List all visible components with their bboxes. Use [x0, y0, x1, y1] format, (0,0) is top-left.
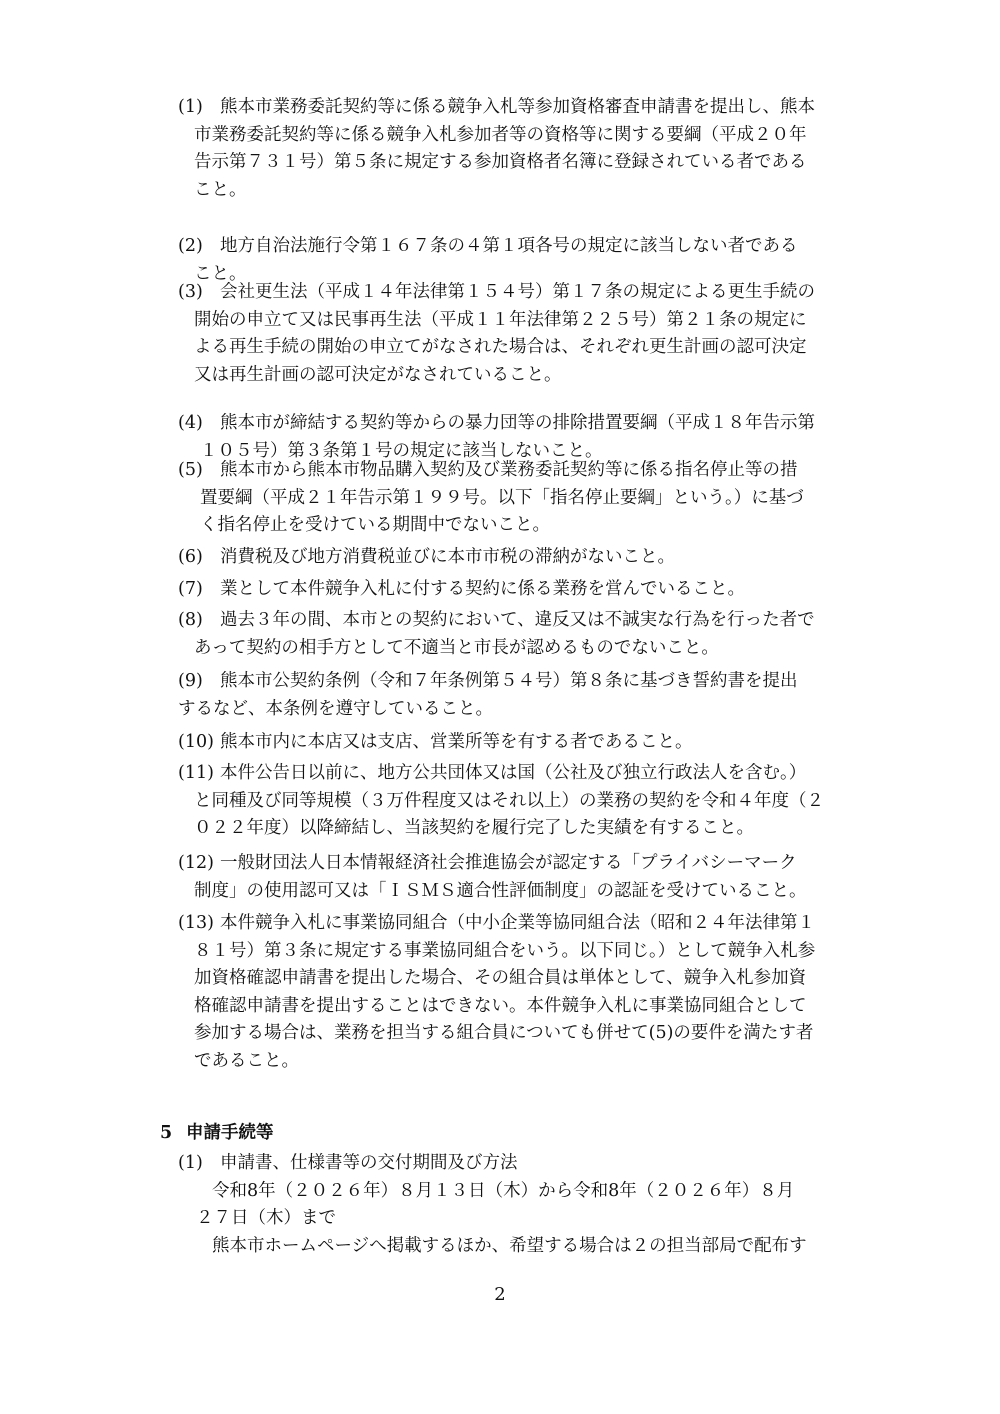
- list-item-number: (5): [178, 460, 203, 480]
- list-item-text: こと。: [194, 179, 247, 200]
- list-item-line: [178, 485, 833, 513]
- list-item-number: (6): [178, 547, 203, 567]
- list-item-text: １０５号）第３条第１号の規定に該当しないこと。: [200, 440, 603, 461]
- list-item-line: [178, 815, 833, 843]
- list-item-number: (4): [178, 413, 203, 433]
- list-item-line: [178, 910, 833, 938]
- list-item-text: 熊本市が締結する契約等からの暴力団等の排除措置要綱（平成１８年告示第: [220, 413, 815, 433]
- list-item-text: 業として本件競争入札に付する契約に係る業務を営んでいること。: [220, 579, 745, 599]
- list-item-line: [178, 512, 833, 540]
- list-item: [178, 576, 833, 604]
- subsection-number: (1): [178, 1153, 203, 1173]
- list-item: [178, 850, 833, 905]
- list-item-text: 格確認申請書を提出することはできない。本件競争入札に事業協同組合として: [194, 995, 807, 1016]
- list-item: [178, 457, 833, 540]
- list-item: [178, 668, 833, 723]
- list-item: [178, 607, 833, 662]
- list-item-text: 消費税及び地方消費税並びに本市市税の滞納がないこと。: [220, 547, 675, 567]
- list-item-text: 置要綱（平成２１年告示第１９９号。以下「指名停止要綱」という。）に基づ: [200, 487, 804, 508]
- list-item: [178, 729, 833, 757]
- list-item: [178, 544, 833, 572]
- list-item-text: 熊本市内に本店又は支店、営業所等を有する者であること。: [220, 732, 693, 752]
- list-item-text: ８１号）第３条に規定する事業協同組合をいう。以下同じ。）として競争入札参: [194, 940, 816, 961]
- list-item-line: [178, 334, 833, 362]
- list-item-text: 市業務委託契約等に係る競争入札参加者等の資格等に関する要綱（平成２０年: [194, 124, 807, 145]
- list-item-text: であること。: [194, 1050, 299, 1071]
- list-item-line: [178, 279, 833, 307]
- list-item: [178, 279, 833, 389]
- list-item-text: ０２２年度）以降締結し、当該契約を履行完了した実績を有すること。: [194, 818, 754, 839]
- list-item-number: (11): [178, 763, 214, 783]
- list-item-text: と同種及び同等規模（３万件程度又はそれ以上）の業務の契約を令和４年度（２: [194, 790, 824, 811]
- method-line: 熊本市ホームページへ掲載するほか、希望する場合は２の担当部局で配布す: [212, 1235, 807, 1256]
- list-item-line: [178, 696, 833, 724]
- list-item-text: 熊本市公契約条例（令和７年条例第５４号）第８条に基づき誓約書を提出: [220, 671, 798, 691]
- list-item-number: (13): [178, 913, 214, 933]
- list-item: [178, 760, 833, 843]
- section-title: 申請手続等: [186, 1123, 274, 1143]
- list-item-number: (8): [178, 610, 203, 630]
- page-number: 2: [494, 1284, 506, 1305]
- list-item-text: 又は再生計画の認可決定がなされていること。: [194, 364, 562, 385]
- list-item-number: (1): [178, 97, 203, 117]
- list-item-text: 一般財団法人日本情報経済社会推進協会が認定する「プライバシーマーク: [220, 853, 797, 873]
- list-item-text: 加資格確認申請書を提出した場合、その組合員は単体として、競争入札参加資: [194, 968, 807, 989]
- list-item-line: [178, 457, 833, 485]
- list-item-line: [178, 760, 833, 788]
- subsection-1: [178, 1150, 833, 1260]
- list-item-line: [178, 993, 833, 1021]
- list-item-number: (12): [178, 853, 214, 873]
- list-item-text: 地方自治法施行令第１６７条の４第１項各号の規定に該当しない者である: [220, 236, 798, 256]
- section-number: 5: [160, 1123, 173, 1143]
- list-item-line: [178, 362, 833, 390]
- list-item: [178, 910, 833, 1076]
- list-item-line: [178, 729, 833, 757]
- list-item-line: [178, 788, 833, 816]
- list-item-line: [178, 233, 833, 261]
- list-item-text: あって契約の相手方として不適当と市長が認めるものでないこと。: [194, 637, 719, 658]
- list-item-text: 開始の申立て又は民事再生法（平成１１年法律第２２５号）第２１条の規定に: [194, 309, 807, 330]
- list-item-text: よる再生手続の開始の申立てがなされた場合は、それぞれ更生計画の認可決定: [194, 337, 807, 358]
- list-item-line: [178, 410, 833, 438]
- list-item-text: 参加する場合は、業務を担当する組合員についても併せて(5)の要件を満たす者: [194, 1023, 814, 1044]
- list-item-line: [178, 576, 833, 604]
- list-item-line: [178, 635, 833, 663]
- list-item-text: 本件公告日以前に、地方公共団体又は国（公社及び独立行政法人を含む。）: [220, 763, 807, 783]
- list-item-line: [178, 878, 833, 906]
- list-item-line: [178, 1020, 833, 1048]
- list-item-text: 熊本市業務委託契約等に係る競争入札等参加資格審査申請書を提出し、熊本: [220, 97, 815, 117]
- list-item-line: [178, 307, 833, 335]
- list-item-line: [178, 1048, 833, 1076]
- list-item-number: (10): [178, 732, 214, 752]
- list-item-line: [178, 850, 833, 878]
- list-item-text: 制度」の使用認可又は「ＩＳＭＳ適合性評価制度」の認証を受けていること。: [194, 880, 807, 901]
- section-heading: [160, 1120, 274, 1148]
- list-item-text: く指名停止を受けている期間中でないこと。: [200, 515, 550, 536]
- list-item-line: [178, 544, 833, 572]
- list-item-text: 告示第７３１号）第５条に規定する参加資格者名簿に登録されている者である: [194, 152, 807, 173]
- period-line: 令和8年（２０２６年）８月１３日（木）から令和8年（２０２６年）８月: [212, 1180, 795, 1201]
- list-item-line: [178, 965, 833, 993]
- list-item-line: [178, 668, 833, 696]
- period-line: ２７日（木）まで: [196, 1208, 336, 1229]
- list-item-line: [178, 149, 833, 177]
- list-item-text: 過去３年の間、本市との契約において、違反又は不誠実な行為を行った者で: [220, 610, 815, 630]
- list-item: [178, 94, 833, 204]
- list-item-number: (9): [178, 671, 203, 691]
- list-item-text: こと。: [194, 263, 247, 284]
- list-item-line: [178, 607, 833, 635]
- list-item-line: [178, 938, 833, 966]
- list-item-line: [178, 177, 833, 205]
- list-item-number: (7): [178, 579, 203, 599]
- list-item-text: 本件競争入札に事業協同組合（中小企業等協同組合法（昭和２４年法律第１: [220, 913, 815, 933]
- subsection-title: 申請書、仕様書等の交付期間及び方法: [220, 1153, 518, 1173]
- list-item-number: (3): [178, 282, 203, 302]
- list-item-text: 会社更生法（平成１４年法律第１５４号）第１７条の規定による更生手続の: [220, 282, 815, 302]
- list-item-line: [178, 122, 833, 150]
- list-item-text: するなど、本条例を遵守していること。: [178, 698, 493, 719]
- list-item-text: 熊本市から熊本市物品購入契約及び業務委託契約等に係る指名停止等の措: [220, 460, 798, 480]
- list-item-number: (2): [178, 236, 203, 256]
- list-item-line: [178, 94, 833, 122]
- subsection-heading: [178, 1150, 833, 1178]
